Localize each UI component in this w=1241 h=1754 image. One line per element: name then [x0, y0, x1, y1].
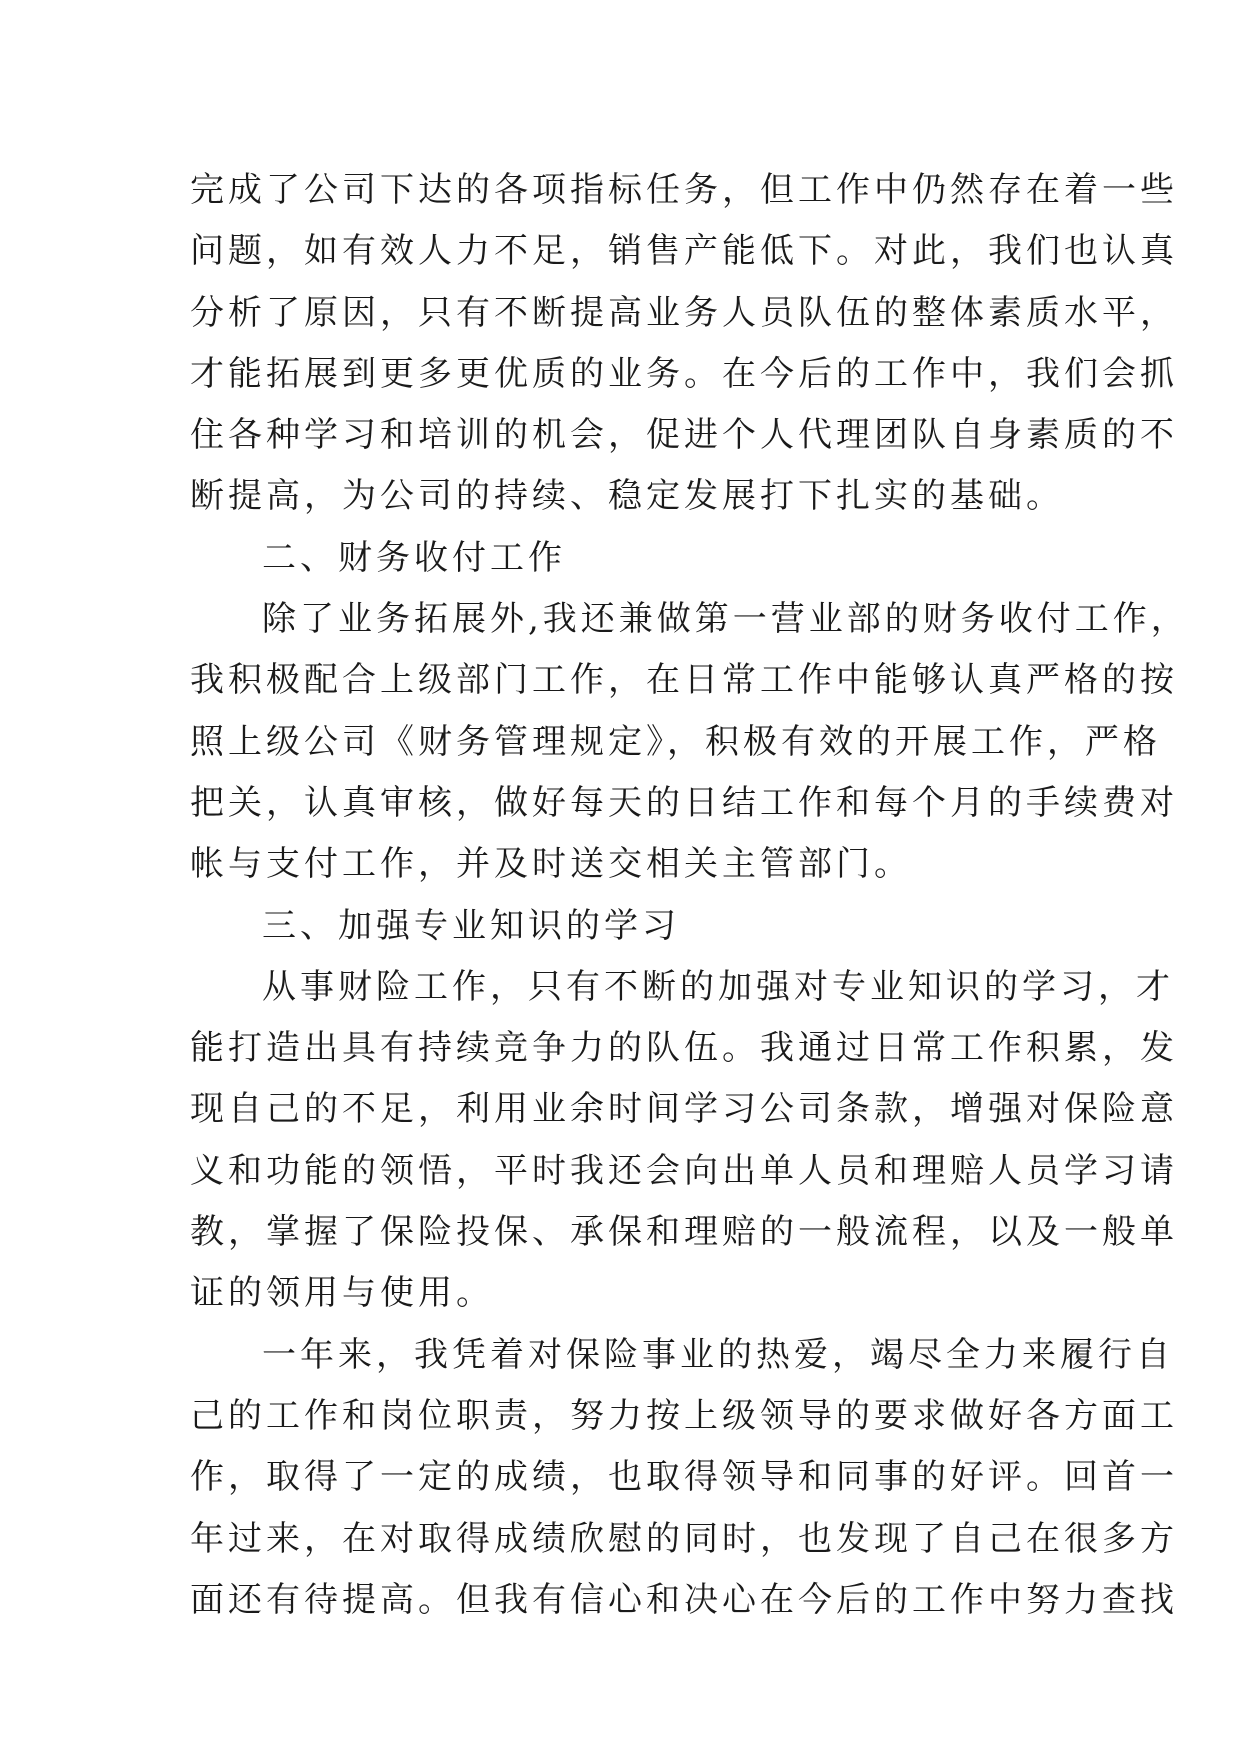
text-line: 我积极配合上级部门工作，在日常工作中能够认真严格的按	[190, 660, 1178, 701]
text-line: 证的领用与使用。	[190, 1273, 494, 1314]
paragraph-first-line: 从事财险工作，只有不断的加强对专业知识的学习，才	[262, 966, 1174, 1007]
text-line: 问题，如有效人力不足，销售产能低下。对此，我们也认真	[190, 231, 1178, 272]
paragraph-first-line: 除了业务拓展外,我还兼做第一营业部的财务收付工作，	[262, 599, 1189, 640]
paragraph-first-line: 一年来，我凭着对保险事业的热爱，竭尽全力来履行自	[262, 1334, 1174, 1375]
text-line: 才能拓展到更多更优质的业务。在今后的工作中，我们会抓	[190, 353, 1178, 394]
text-line: 照上级公司《财务管理规定》，积极有效的开展工作，严格	[190, 721, 1161, 762]
text-line: 能打造出具有持续竞争力的队伍。我通过日常工作积累，发	[190, 1028, 1178, 1069]
text-line: 面还有待提高。但我有信心和决心在今后的工作中努力查找	[190, 1579, 1178, 1620]
text-line: 完成了公司下达的各项指标任务，但工作中仍然存在着一些	[190, 170, 1178, 210]
section-heading: 三、加强专业知识的学习	[262, 905, 680, 946]
text-line: 分析了原因，只有不断提高业务人员队伍的整体素质水平，	[190, 292, 1178, 333]
text-line: 作，取得了一定的成绩，也取得领导和同事的好评。回首一	[190, 1457, 1178, 1498]
text-line: 义和功能的领悟，平时我还会向出单人员和理赔人员学习请	[190, 1150, 1178, 1191]
section-heading: 二、财务收付工作	[262, 537, 566, 578]
text-line: 教，掌握了保险投保、承保和理赔的一般流程，以及一般单	[190, 1212, 1178, 1253]
text-line: 断提高，为公司的持续、稳定发展打下扎实的基础。	[190, 476, 1064, 517]
text-line: 年过来，在对取得成绩欣慰的同时，也发现了自己在很多方	[190, 1518, 1178, 1559]
text-line: 住各种学习和培训的机会，促进个人代理团队自身素质的不	[190, 415, 1178, 456]
text-line: 己的工作和岗位职责，努力按上级领导的要求做好各方面工	[190, 1395, 1178, 1436]
text-line: 把关，认真审核，做好每天的日结工作和每个月的手续费对	[190, 782, 1178, 823]
text-line: 现自己的不足，利用业余时间学习公司条款，增强对保险意	[190, 1089, 1178, 1130]
text-line: 帐与支付工作，并及时送交相关主管部门。	[190, 844, 912, 885]
document-body	[190, 160, 1189, 1631]
